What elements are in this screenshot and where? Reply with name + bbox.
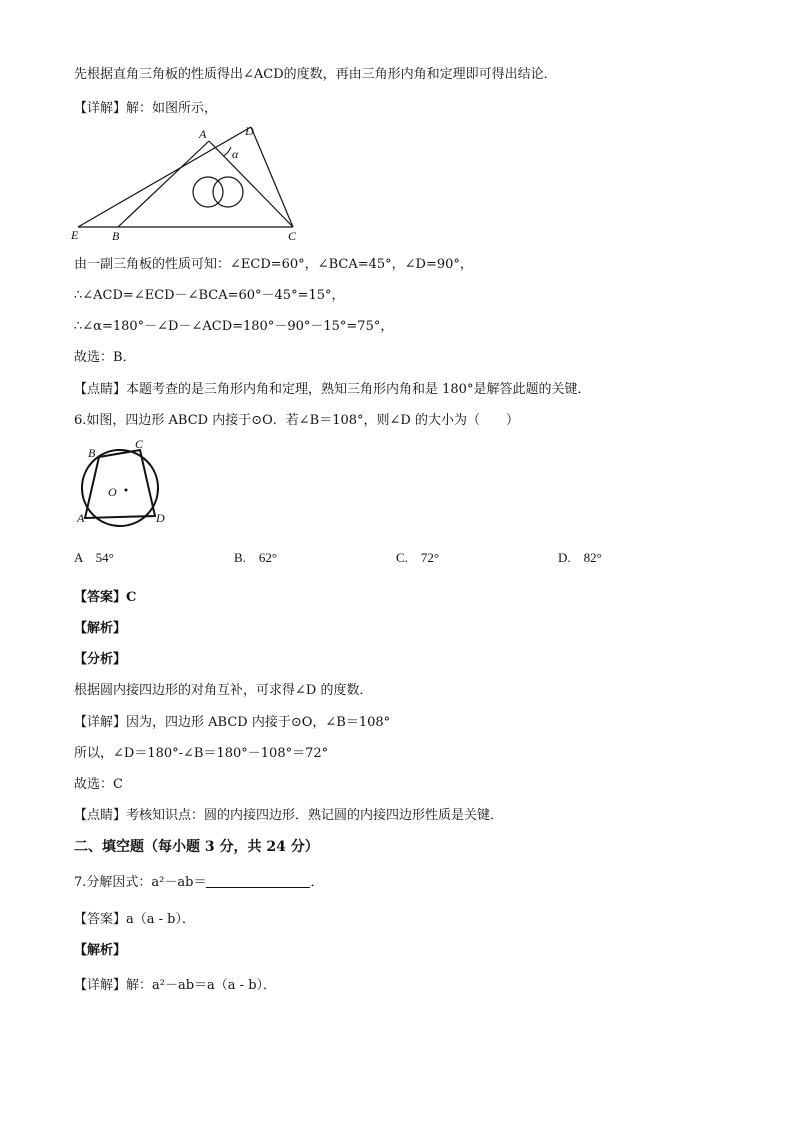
text-line: ∴∠ACD=∠ECD－∠BCA=60°－45°=15°，	[74, 288, 345, 303]
option-c: C. 72°	[396, 550, 440, 565]
text-line: 【点睛】本题考查的是三角形内角和定理，熟知三角形内角和是 180°是解答此题的关键．	[74, 382, 591, 397]
label-b: B	[88, 446, 96, 460]
text-line: 根据圆内接四边形的对角互补，可求得∠D 的度数．	[74, 683, 373, 698]
option-b: B. 62°	[234, 550, 278, 565]
circle-o	[82, 450, 158, 526]
label-o: O	[108, 485, 117, 499]
label-b: B	[112, 229, 120, 243]
question-7	[74, 874, 323, 892]
figure-triangles	[68, 124, 308, 244]
angle-alpha-arc	[223, 147, 231, 156]
text-line: 【详解】因为，四边形 ABCD 内接于⊙O，∠B＝108°	[74, 715, 391, 730]
text-line: 【详解】解：如图所示，	[74, 101, 218, 116]
analysis-7: 【解析】	[74, 943, 127, 958]
label-c: C	[288, 229, 297, 243]
option-a: A 54°	[74, 550, 114, 565]
question-7-end: ．	[310, 875, 324, 890]
label-c: C	[135, 440, 144, 451]
text-line: 所以，∠D＝180°-∠B＝180°－108°＝72°	[74, 746, 329, 761]
text-line: 【点睛】考核知识点：圆的内接四边形．熟记圆的内接四边形性质是关键．	[74, 808, 504, 823]
question-6: 6.如图，四边形 ABCD 内接于⊙O．若∠B＝108°，则∠D 的大小为（ ）	[74, 413, 519, 428]
label-d: D	[156, 511, 165, 525]
answer-6: 【答案】C	[74, 590, 137, 605]
text-line: 【详解】解：a²－ab＝a（a - b）．	[74, 978, 277, 993]
analysis-6: 【解析】	[74, 621, 127, 636]
text-line: 故选：C	[74, 777, 123, 792]
label-alpha: α	[232, 147, 239, 161]
answer-7: 【答案】a（a - b）．	[74, 912, 195, 927]
label-e: E	[71, 228, 79, 242]
line-ac	[209, 141, 293, 227]
figure-circle-quadrilateral	[72, 440, 172, 530]
section-heading: 二、填空题（每小题 3 分，共 24 分）	[74, 839, 319, 855]
label-a: A	[199, 127, 207, 141]
label-a: A	[77, 511, 85, 525]
label-d: D	[245, 124, 254, 138]
question-7-text: 7.分解因式：a²－ab＝	[74, 875, 207, 890]
text-line: 由一副三角板的性质可知：∠ECD=60°，∠BCA=45°，∠D=90°，	[74, 257, 473, 272]
line-dc	[251, 127, 293, 227]
text-line: 故选：B．	[74, 350, 136, 365]
center-dot	[125, 489, 128, 492]
text-line: ∴∠α=180°－∠D－∠ACD=180°－90°－15°=75°，	[74, 319, 394, 334]
text-line: 先根据直角三角板的性质得出∠ACD的度数，再由三角形内角和定理即可得出结论．	[74, 67, 557, 82]
answer-blank	[206, 874, 310, 888]
circle-left	[193, 177, 223, 207]
option-d: D. 82°	[558, 550, 602, 565]
circle-right	[213, 177, 243, 207]
fenxi-6: 【分析】	[74, 652, 127, 667]
